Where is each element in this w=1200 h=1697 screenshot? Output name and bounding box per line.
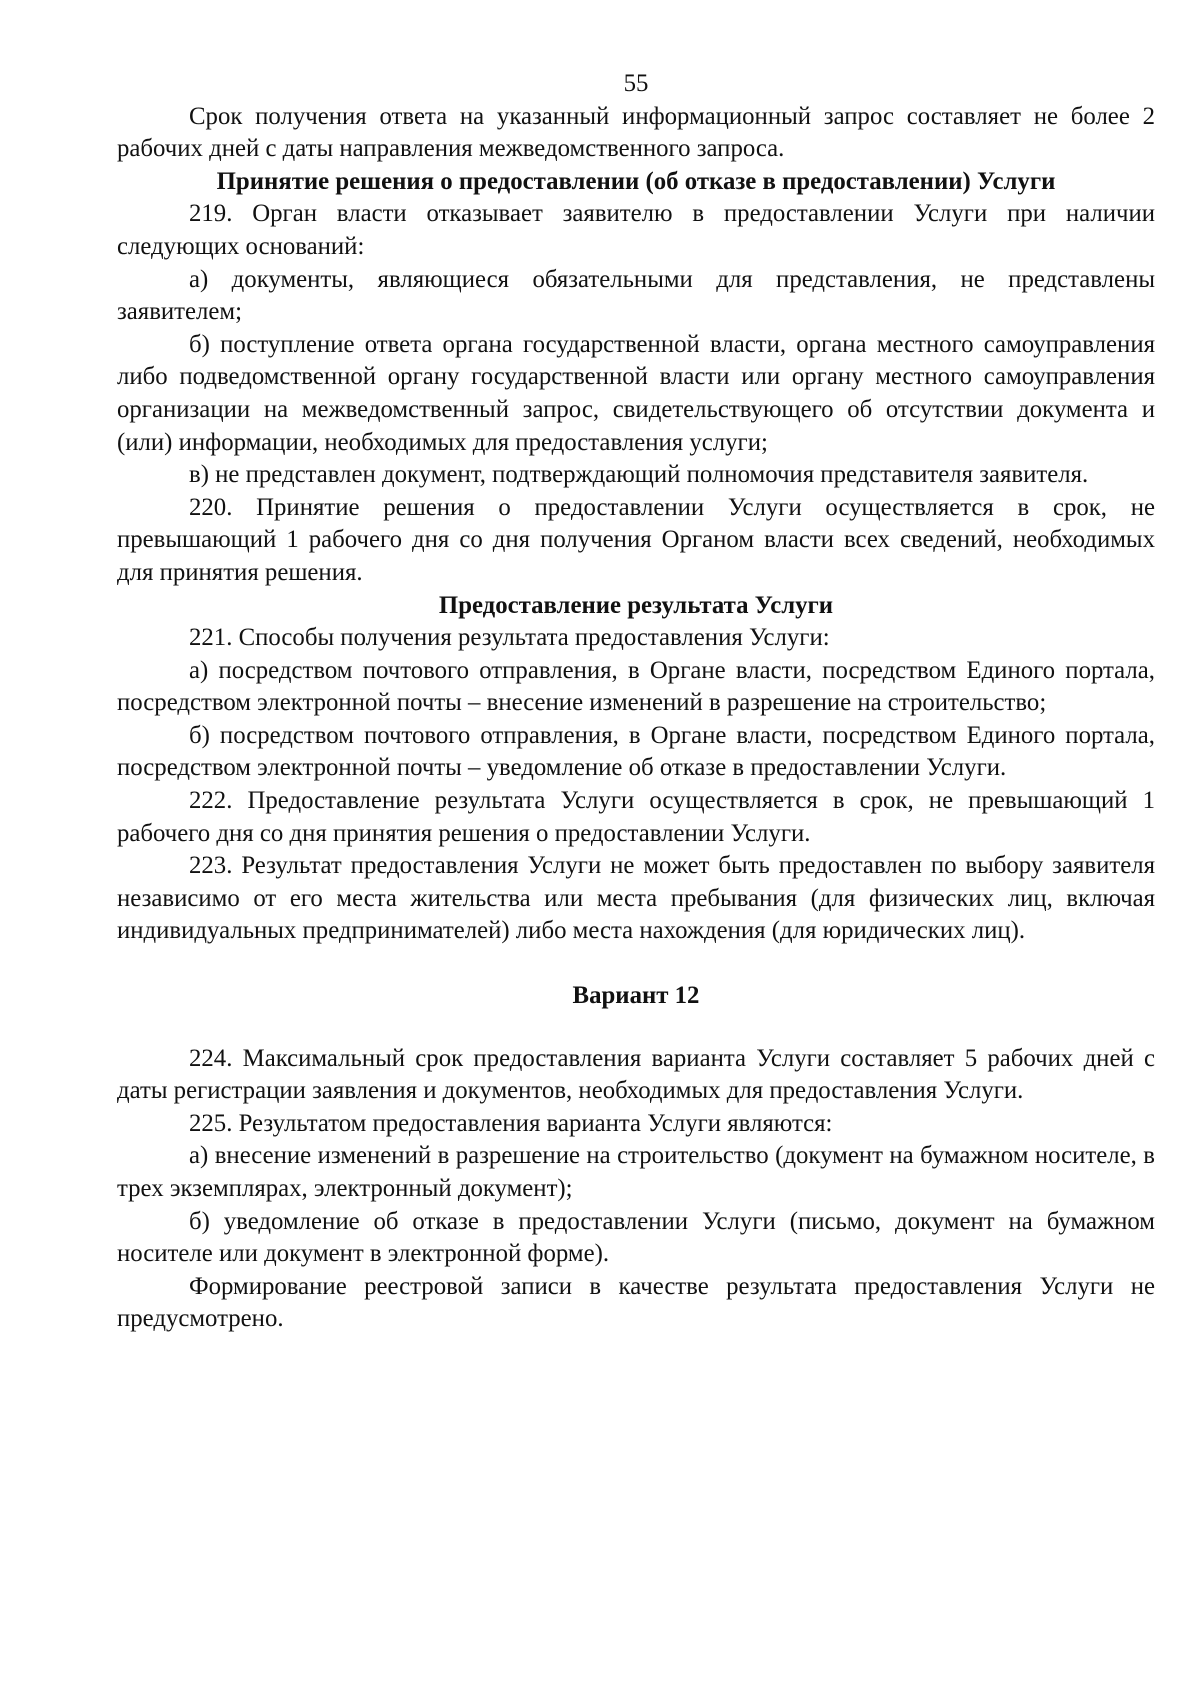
- list-item-219-b: б) поступление ответа органа государственной власти, органа местного самоуправления либо подведомственной органу государственной власти или органу местного самоуправления организации на межведомственный запрос, свидетельствующего об отсутствии документа и (или) информации, необходимых для предоставления услуги;: [117, 330, 1155, 456]
- list-item-219-v: в) не представлен документ, подтверждающий полномочия представителя заявителя.: [189, 461, 1089, 489]
- paragraph-response-term: Срок получения ответа на указанный информационный запрос составляет не более 2 рабочих дней с даты направления межведомственного запроса.: [117, 102, 1155, 163]
- list-item-221-b: б) посредством почтового отправления, в Органе власти, посредством Единого портала, посредством электронной почты – уведомление об отказе в предоставлении Услуги.: [117, 721, 1155, 782]
- list-item-225-a: а) внесение изменений в разрешение на строительство (документ на бумажном носителе, в трех экземплярах, электронный документ);: [117, 1142, 1155, 1202]
- paragraph-225: 225. Результатом предоставления варианта Услуги являются:: [189, 1109, 833, 1137]
- spacer: [117, 948, 1155, 980]
- section-heading-result: Предоставление результата Услуги: [438, 591, 834, 619]
- section-heading-decision: Принятие решения о предоставлении (об отказе в предоставлении) Услуги: [216, 167, 1056, 195]
- list-item-221-a: а) посредством почтового отправления, в Органе власти, посредством Единого портала, посредством электронной почты – внесение изменений в разрешение на строительство;: [117, 656, 1155, 717]
- paragraph-222: 222. Предоставление результата Услуги осуществляется в срок, не превышающий 1 рабочего дня со дня принятия решения о предоставлении Услуги.: [117, 787, 1155, 847]
- paragraph-224: 224. Максимальный срок предоставления варианта Услуги составляет 5 рабочих дней с даты регистрации заявления и документов, необходимых для предоставления Услуги.: [117, 1044, 1155, 1105]
- paragraph-219: 219. Орган власти отказывает заявителю в предоставлении Услуги при наличии следующих оснований:: [117, 200, 1155, 260]
- paragraph-223: 223. Результат предоставления Услуги не может быть предоставлен по выбору заявителя независимо от его места жительства или места пребывания (для физических лиц, включая индивидуальных предпринимателей) либо места нахождения (для юридических лиц).: [117, 852, 1155, 945]
- document-page: [117, 68, 1155, 1336]
- paragraph-220: 220. Принятие решения о предоставлении Услуги осуществляется в срок, не превышающий 1 рабочего дня со дня получения Органом власти всех сведений, необходимых для принятия решения.: [117, 493, 1155, 586]
- paragraph-registry-record: Формирование реестровой записи в качестве результата предоставления Услуги не предусмотрено.: [117, 1272, 1155, 1333]
- variant-heading: Вариант 12: [572, 982, 700, 1010]
- list-item-219-a: а) документы, являющиеся обязательными для представления, не представлены заявителем;: [117, 265, 1155, 326]
- spacer: [117, 1013, 1155, 1043]
- list-item-225-b: б) уведомление об отказе в предоставлении Услуги (письмо, документ на бумажном носителе или документ в электронной форме).: [117, 1207, 1155, 1268]
- paragraph-221: 221. Способы получения результата предоставления Услуги:: [189, 624, 830, 652]
- page-number: 55: [623, 70, 649, 97]
